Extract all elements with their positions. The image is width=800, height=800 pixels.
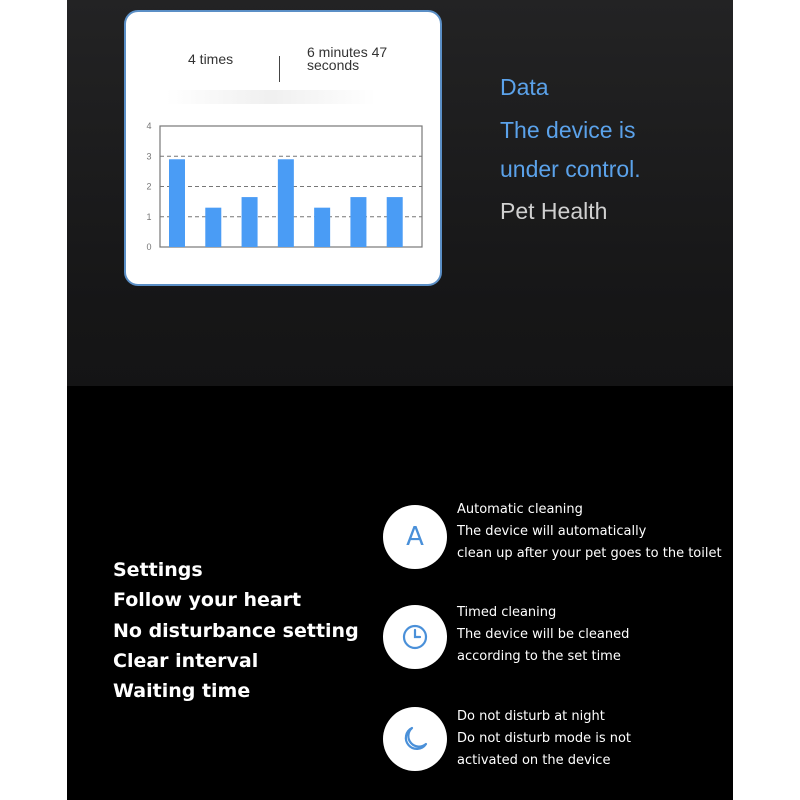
settings-item-follow-your-heart: Follow your heart: [113, 589, 302, 611]
bar: [387, 197, 403, 247]
feature-automatic-cleaning: [457, 499, 722, 565]
stats-card: [124, 10, 442, 286]
feature-description-line: The device will be cleaned: [457, 627, 630, 642]
y-tick-label: 0: [146, 242, 152, 252]
letter-a-glyph: A: [406, 522, 424, 552]
moon-icon: [383, 707, 447, 771]
y-tick-label: 4: [146, 121, 152, 131]
feature-title: Timed cleaning: [457, 605, 557, 620]
bar-chart: [126, 12, 442, 286]
feature-title: Do not disturb at night: [457, 709, 605, 724]
feature-description-line: clean up after your pet goes to the toilet: [457, 546, 722, 561]
bar: [278, 159, 294, 247]
letter-a-icon: [383, 505, 447, 569]
clock-icon: [383, 605, 447, 669]
bar: [169, 159, 185, 247]
feature-description-line: Do not disturb mode is not: [457, 731, 632, 746]
feature-do-not-disturb: [457, 706, 631, 772]
usage-count: 4 times: [188, 51, 234, 67]
bar: [314, 208, 330, 247]
settings-item-settings: Settings: [113, 559, 203, 581]
feature-timed-cleaning: [457, 602, 629, 668]
page-background: [67, 0, 733, 800]
bar: [350, 197, 366, 247]
settings-item-waiting-time: Waiting time: [113, 680, 251, 702]
usage-duration-line1: 6 minutes 47: [307, 44, 388, 60]
feature-description-line: activated on the device: [457, 753, 611, 768]
settings-item-clear-interval: Clear interval: [113, 650, 259, 672]
feature-title: Automatic cleaning: [457, 502, 583, 517]
feature-description-line: according to the set time: [457, 649, 621, 664]
settings-item-no-disturbance: No disturbance setting: [113, 620, 359, 642]
side-tagline-line2: under control.: [500, 156, 641, 182]
bar: [242, 197, 258, 247]
side-subtitle: Pet Health: [500, 198, 608, 224]
y-tick-label: 3: [146, 151, 152, 162]
y-tick-label: 2: [146, 181, 152, 192]
y-tick-label: 1: [146, 211, 152, 222]
bar: [205, 208, 221, 247]
side-tagline-line1: The device is: [500, 117, 636, 143]
feature-description-line: The device will automatically: [457, 524, 647, 539]
usage-duration-line2: seconds: [307, 57, 360, 73]
side-heading: Data: [500, 74, 549, 100]
